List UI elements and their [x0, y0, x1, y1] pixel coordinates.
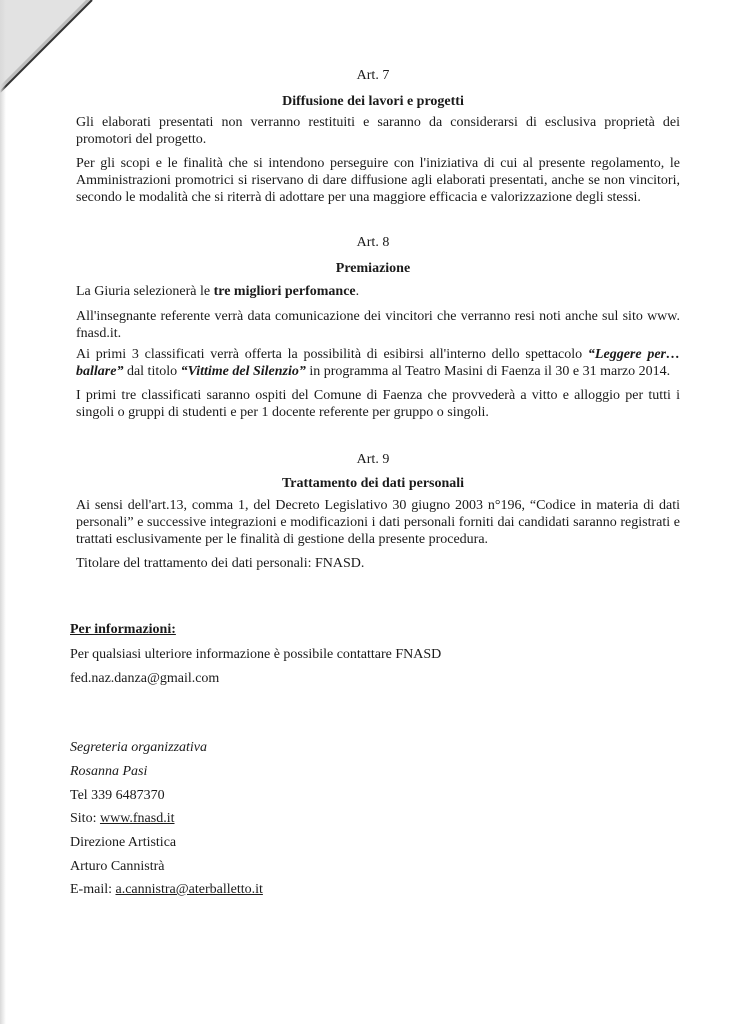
art8-p1-bold: tre migliori perfomance — [213, 284, 356, 299]
secretariat-name: Rosanna Pasi — [70, 764, 148, 779]
art8-number: Art. 8 — [356, 235, 390, 250]
art8-p3-mid: dal titolo — [123, 364, 181, 379]
direction-label: Direzione Artistica — [70, 835, 177, 850]
art9-title: Trattamento dei dati personali — [281, 476, 465, 491]
art8-p3-end: in programma al Teatro Masini di Faenza il 30 e 31 marzo 2014. — [305, 364, 671, 379]
art8-paragraph-4: I primi tre classificati saranno ospiti del Comune di Faenza che provvederà a vitto e alloggio per tutti i singoli o gruppi di studenti e per 1 docente referente per gruppo o singoli. — [76, 388, 680, 420]
art8-p3-title: “Vittime del Silenzio” — [180, 364, 306, 379]
scan-edge-shadow — [0, 0, 6, 1024]
art8-p3-show-name: “Leggere per…ballare” — [76, 347, 680, 379]
art7-title: Diffusione dei lavori e progetti — [282, 94, 464, 109]
director-email-link[interactable]: a.cannistra@aterballetto.it — [115, 882, 263, 897]
art8-p3-text: Ai primi 3 classificati verrà offerta la possibilità di esibirsi all'interno dello spettacolo — [76, 347, 588, 362]
director-email-label: E-mail: — [70, 882, 116, 897]
info-email: fed.naz.danza@gmail.com — [70, 671, 220, 686]
art9-paragraph-2: Titolare del trattamento dei dati personali: FNASD. — [76, 556, 365, 571]
art8-title: Premiazione — [335, 261, 411, 276]
art8-paragraph-1 — [76, 283, 680, 300]
art7-paragraph-2: Per gli scopi e le finalità che si intendono perseguire con l'iniziativa di cui al presente regolamento, le Amministrazioni promotrici si riservano di dare diffusione agli elaborati presentati, anche se non vincitori, secondo le modalità che si riterrà di adottare per una maggiore efficacia e valorizzazione degli stessi. — [76, 156, 680, 205]
info-line: Per qualsiasi ulteriore informazione è possibile contattare FNASD — [70, 647, 442, 662]
website-link[interactable]: www.fnasd.it — [99, 811, 175, 826]
art8-paragraph-3 — [76, 346, 680, 380]
website-line — [70, 811, 175, 827]
art9-paragraph-1: Ai sensi dell'art.13, comma 1, del Decreto Legislativo 30 giugno 2003 n°196, “Codice in materia di dati personali” e successive integrazioni e modificazioni i dati personali forniti dai candidati saranno registrati e trattati esclusivamente per le finalità di gestione della presente procedura. — [76, 498, 680, 547]
website-label: Sito: — [70, 811, 100, 826]
art8-p1-text: La Giuria selezionerà le — [76, 284, 214, 299]
art8-p1-end: . — [355, 284, 360, 299]
director-name: Arturo Cannistrà — [70, 859, 165, 874]
art7-paragraph-1: Gli elaborati presentati non verranno restituiti e saranno da considerarsi di esclusiva proprietà dei promotori del progetto. — [76, 115, 680, 147]
art8-paragraph-2: All'insegnante referente verrà data comunicazione dei vincitori che verranno resi noti anche sul sito www. fnasd.it. — [76, 309, 680, 341]
phone-number: Tel 339 6487370 — [70, 788, 165, 803]
info-heading: Per informazioni: — [70, 622, 176, 637]
art9-number: Art. 9 — [356, 452, 390, 467]
art7-number: Art. 7 — [356, 68, 390, 83]
director-email-line — [70, 882, 263, 898]
secretariat-label: Segreteria organizzativa — [70, 740, 208, 755]
